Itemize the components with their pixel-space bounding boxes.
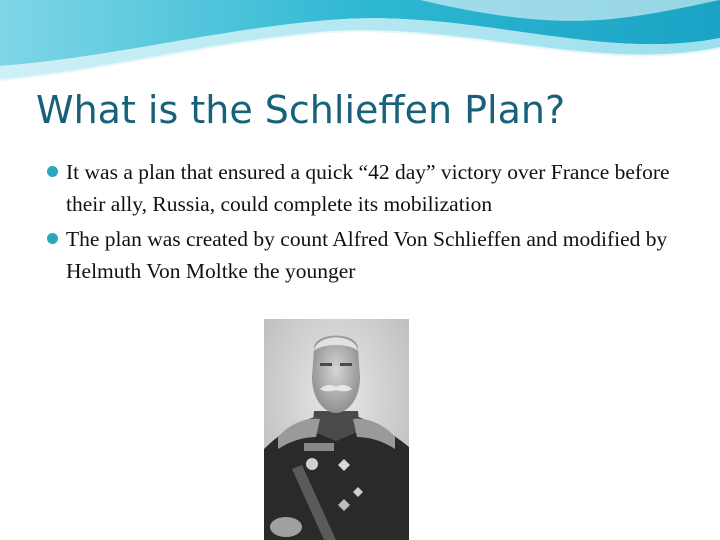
bullet-dot-icon — [47, 233, 58, 244]
bullet-list — [44, 156, 694, 290]
bullet-text: It was a plan that ensured a quick “42 day” victory over France before their ally, Russia, could complete its mobilization — [66, 160, 670, 216]
slide-title: What is the Schlieffen Plan? — [36, 88, 566, 132]
bullet-dot-icon — [47, 166, 58, 177]
bullet-item — [44, 156, 694, 220]
header-wave-decoration — [0, 0, 720, 100]
bullet-text: The plan was created by count Alfred Von Schlieffen and modified by Helmuth Von Moltke the younger — [66, 227, 668, 283]
portrait-photo-icon — [264, 319, 409, 540]
bullet-item — [44, 223, 694, 287]
